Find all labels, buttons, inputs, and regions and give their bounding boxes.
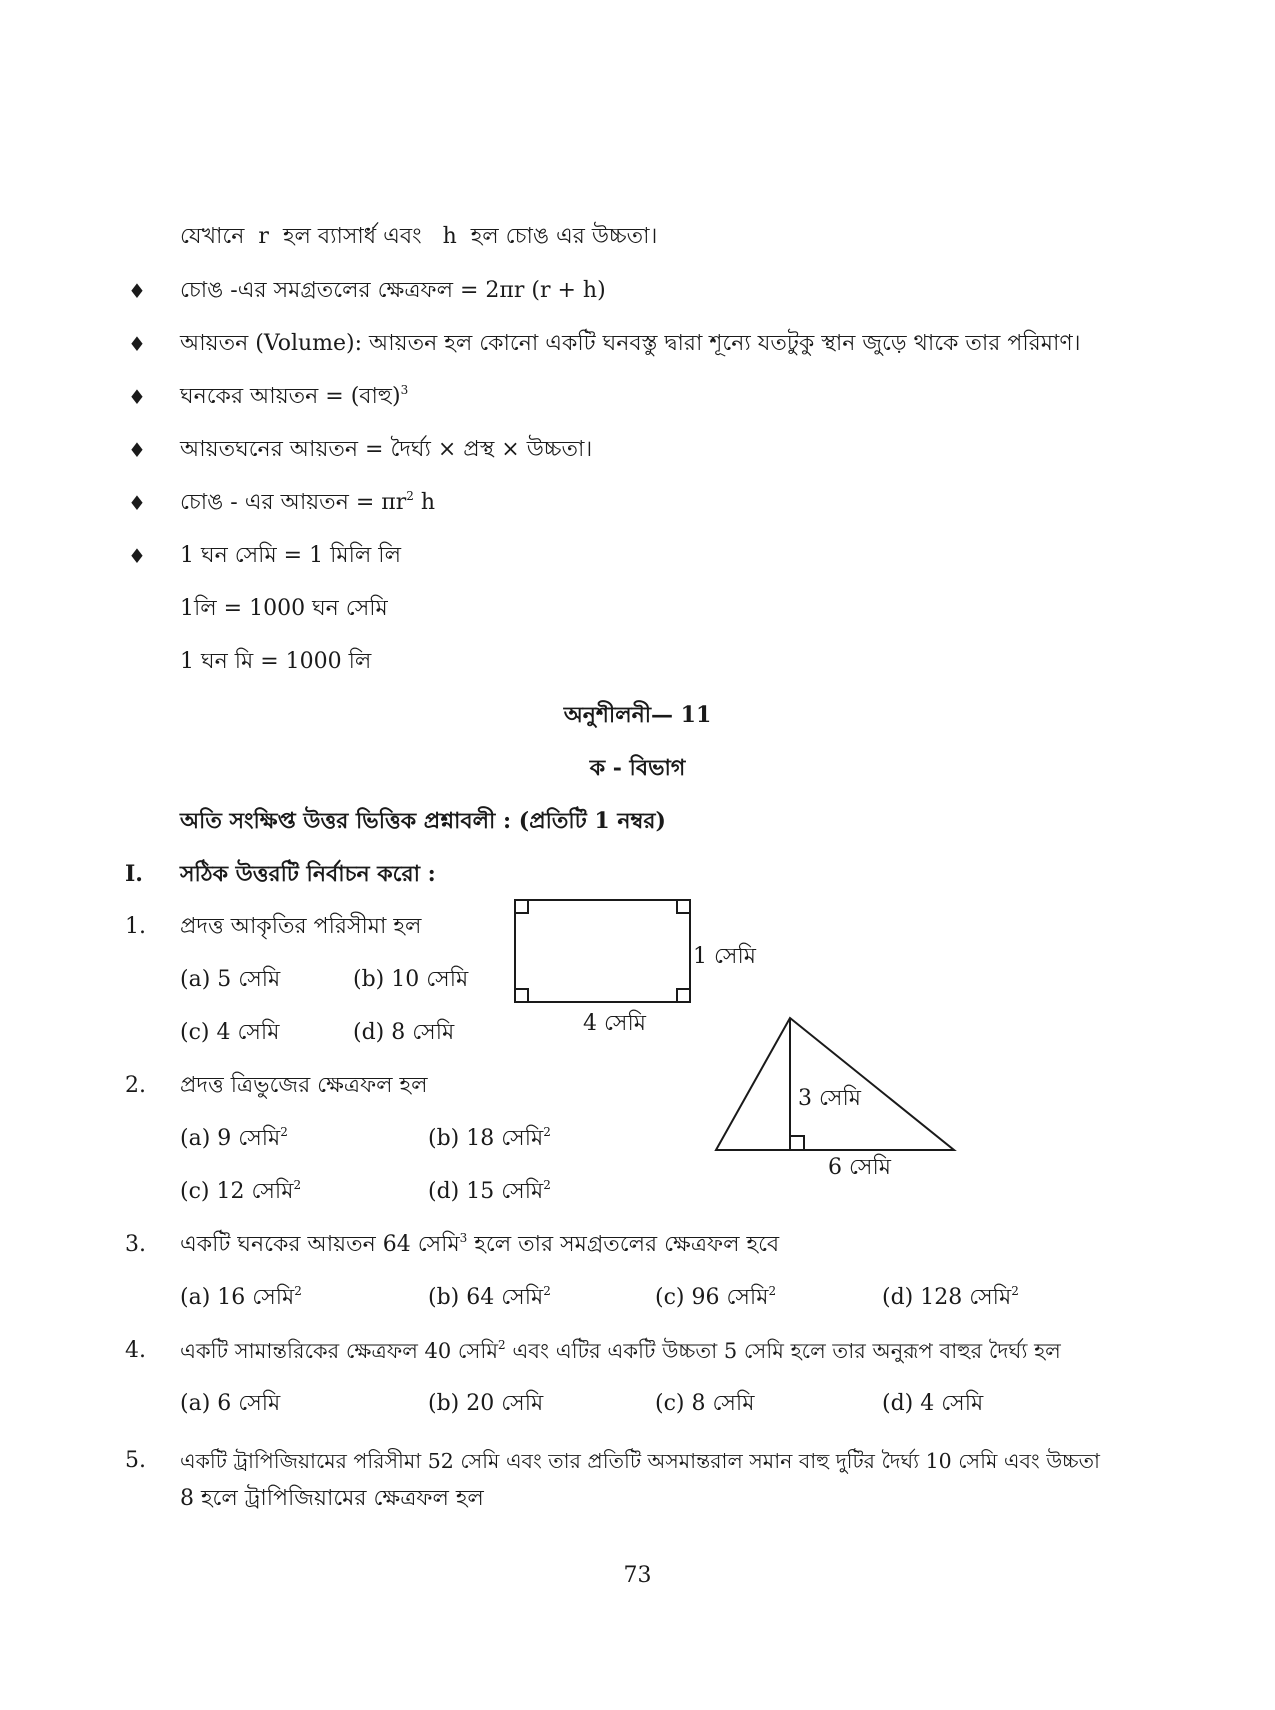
diamond-bullet-icon: ♦ [128,491,146,515]
option-d: (d) 4 সেমি [882,1391,984,1416]
conversion-line: 1লি = 1000 ঘন সেমি [180,596,388,621]
question-number: 3. [125,1232,146,1257]
triangle-figure [716,1018,954,1150]
option-a: (a) 16 সেমি$^2$ [180,1284,302,1310]
option-c: (c) 12 সেমি$^2$ [180,1178,302,1204]
right-angle-mark [515,900,528,913]
diamond-bullet-icon: ♦ [128,438,146,462]
triangle-base-label: 6 সেমি [828,1155,891,1180]
bullet-item: আয়তন (Volume): আয়তন হল কোনো একটি ঘনবস্তু দ্বারা শূন্যে যতটুকু স্থান জুড়ে থাকে তার পরিমাণ। [180,331,1081,356]
rectangle-bottom-label: 4 সেমি [583,1011,646,1036]
option-c: (c) 4 সেমি [180,1020,280,1045]
question-text: প্রদত্ত আকৃতির পরিসীমা হল [180,914,422,939]
page-number: 73 [623,1563,652,1588]
where-text-2: হল ব্যাসার্ধ এবং [282,224,422,249]
diamond-bullet-icon: ♦ [128,385,146,409]
option-a: (a) 9 সেমি$^2$ [180,1125,288,1151]
rectangle-side-label: 1 সেমি [693,944,756,969]
option-c: (c) 96 সেমি$^2$ [655,1284,777,1310]
section-title: ক - বিভাগ [589,755,686,781]
diamond-bullet-icon: ♦ [128,332,146,356]
option-d: (d) 15 সেমি$^2$ [428,1178,551,1204]
question-text: প্রদত্ত ত্রিভুজের ক্ষেত্রফল হল [180,1073,428,1098]
option-a: (a) 6 সেমি [180,1391,281,1416]
option-b: (b) 18 সেমি$^2$ [428,1125,551,1151]
where-text-3: হল চোঙ এর উচ্চতা। [470,224,658,249]
option-b: (b) 64 সেমি$^2$ [428,1284,551,1310]
instruction-heading: অতি সংক্ষিপ্ত উত্তর ভিত্তিক প্রশ্নাবলী : (প্রতিটি 1 নম্বর) [180,808,666,834]
conversion-line: 1 ঘন মি = 1000 লি [180,649,372,674]
question-number: 4. [125,1338,146,1363]
symbol-h: h [442,224,457,249]
question-number: 2. [125,1073,146,1098]
option-b: (b) 10 সেমি [353,967,469,992]
right-angle-mark [677,989,690,1002]
right-angle-mark [677,900,690,913]
bullet-item: চোঙ -এর সমগ্রতলের ক্ষেত্রফল = 2πr (r + h) [180,278,606,303]
triangle-shape [716,1018,954,1150]
option-b: (b) 20 সেমি [428,1391,544,1416]
rectangle-shape [515,900,690,1002]
question-text-line-1: একটি ট্রাপিজিয়ামের পরিসীমা 52 সেমি এবং তার প্রতিটি অসমান্তরাল সমান বাহু দুটির দৈর্ঘ্য 10 সেমি এবং উচ্চতা [180,1449,1100,1473]
option-d: (d) 8 সেমি [353,1020,455,1045]
diamond-bullet-icon: ♦ [128,279,146,303]
question-number: 1. [125,914,146,939]
symbol-r: r [258,224,269,249]
triangle-height-label: 3 সেমি [798,1086,861,1111]
bullet-item: 1 ঘন সেমি = 1 মিলি লি [180,543,401,568]
bullet-item: ঘনকের আয়তন = (বাহু)$^3$ [180,383,409,409]
diamond-bullet-icon: ♦ [128,544,146,568]
where-text-1: যেখানে [180,224,245,249]
option-d: (d) 128 সেমি$^2$ [882,1284,1019,1310]
right-angle-mark [790,1136,804,1150]
bullet-item: আয়তঘনের আয়তন = দৈর্ঘ্য × প্রস্থ × উচ্চতা। [180,437,593,462]
question-number: 5. [125,1448,146,1473]
rectangle-figure [515,900,690,1002]
right-angle-mark [515,989,528,1002]
question-text-line-2: 8 হলে ট্রাপিজিয়ামের ক্ষেত্রফল হল [180,1486,484,1511]
part-label: সঠিক উত্তরটি নির্বাচন করো : [180,861,436,887]
part-roman: I. [125,861,143,887]
option-c: (c) 8 সেমি [655,1391,755,1416]
option-a: (a) 5 সেমি [180,967,281,992]
question-text: একটি সামান্তরিকের ক্ষেত্রফল 40 সেমি$^2$ এবং এটির একটি উচ্চতা 5 সেমি হলে তার অনুরূপ বাহুর দৈর্ঘ্য হল [180,1338,1061,1363]
question-text: একটি ঘনকের আয়তন 64 সেমি$^3$ হলে তার সমগ্রতলের ক্ষেত্রফল হবে [180,1231,780,1257]
bullet-item: চোঙ - এর আয়তন = $\pi r^2$ h [180,489,436,515]
exercise-title: অনুশীলনী— 11 [563,702,712,728]
